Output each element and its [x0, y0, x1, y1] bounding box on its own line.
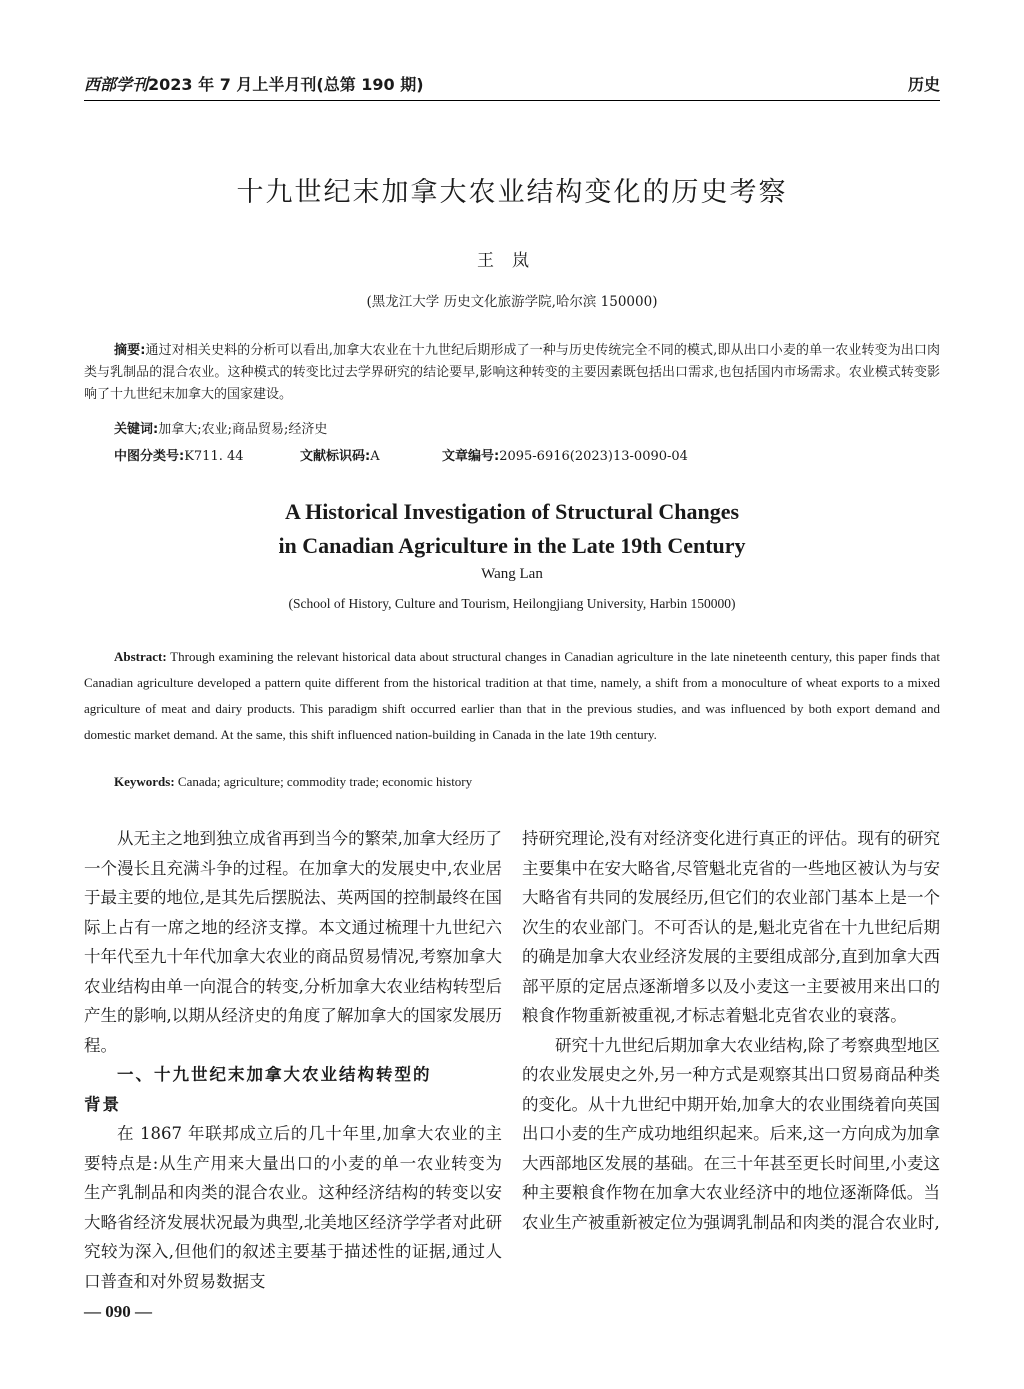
keywords-cn-label: 关键词:: [114, 422, 159, 437]
keywords-en-text: Canada; agriculture; commodity trade; economic history: [177, 774, 473, 789]
abstract-cn-label: 摘要:: [114, 343, 146, 358]
title-en-line2: in Canadian Agriculture in the Late 19th Century: [278, 533, 746, 558]
keywords-cn: [114, 418, 940, 437]
body-column-left: [84, 824, 502, 1296]
header-divider: [84, 100, 940, 101]
doc-code-value: A: [370, 449, 380, 464]
section-heading-line2: 背景: [84, 1094, 121, 1114]
author-cn: 王岚: [477, 251, 547, 271]
running-header: [84, 68, 940, 98]
abstract-en-label: Abstract:: [114, 649, 167, 664]
title-en-line1: A Historical Investigation of Structural Changes: [284, 499, 740, 524]
issue-info: 2023 年 7 月上半月刊(总第 190 期): [148, 74, 424, 94]
section-heading-line1: 一、十九世纪末加拿大农业结构转型的: [117, 1065, 432, 1084]
keywords-en: [114, 774, 940, 790]
section-heading: [84, 1060, 502, 1119]
journal-issue: [84, 72, 424, 95]
article-title-en: [0, 495, 1024, 563]
page-number: — 090 —: [84, 1302, 152, 1321]
clc-value: K711. 44: [184, 449, 244, 464]
document-code: [300, 445, 442, 464]
body-paragraph: 在 1867 年联邦成立后的几十年里,加拿大农业的主要特点是:从生产用来大量出口的小麦的单一农业转变为生产乳制品和肉类的混合农业。这种经济结构的转变以安大略省经济发展状况最为典型,北美地区经济学学者对此研究较为深入,但他们的叙述主要基于描述性的证据,通过人口普查和对外贸易数据支: [84, 1124, 502, 1291]
classification-row: [114, 445, 940, 464]
abstract-cn-text: 通过对相关史料的分析可以看出,加拿大农业在十九世纪后期形成了一种与历史传统完全不同的模式,即从出口小麦的单一农业转变为出口肉类与乳制品的混合农业。这种模式的转变比过去学界研究的结论要早,影响这种转变的主要因素既包括出口需求,也包括国内市场需求。农业模式转变影响了十九世纪末加拿大的国家建设。: [84, 343, 940, 402]
keywords-en-label: Keywords:: [114, 774, 175, 789]
body-column-right: [522, 824, 940, 1237]
abstract-en: [84, 644, 940, 748]
clc-label: 中图分类号:: [114, 449, 185, 464]
abstract-en-text: Through examining the relevant historical data about structural changes in Canadian agriculture in the late nineteenth century, this paper finds that Canadian agriculture developed a pattern quite different from the historical tradition at that time, namely, a shift from a monoculture of wheat exports to a mixed agriculture of meat and dairy products. This paradigm shift occurred earlier than that in the previous studies, and was influenced by both export demand and domestic market demand. At the same, this shift influenced nation-building in Canada in the late 19th century.: [84, 649, 940, 742]
article-number: [442, 445, 688, 464]
journal-logo: 西部学刊: [84, 74, 149, 94]
affiliation-en: (School of History, Culture and Tourism, Heilongjiang University, Harbin 150000): [288, 596, 736, 611]
body-paragraph: 从无主之地到独立成省再到当今的繁荣,加拿大经历了一个漫长且充满斗争的过程。在加拿大的发展史中,农业居于最主要的地位,是其先后摆脱法、英两国的控制最终在国际上占有一席之地的经济支撑。本文通过梳理十九世纪六十年代至九十年代加拿大农业的商品贸易情况,考察加拿大农业结构由单一向混合的转变,分析加拿大农业结构转型后产生的影响,以期从经济史的角度了解加拿大的国家发展历程。: [84, 829, 502, 1055]
doc-code-label: 文献标识码:: [300, 449, 371, 464]
article-no-label: 文章编号:: [442, 449, 500, 464]
keywords-cn-text: 加拿大;农业;商品贸易;经济史: [158, 422, 328, 437]
section-name: 历史: [907, 74, 940, 94]
affiliation-cn: (黑龙江大学 历史文化旅游学院,哈尔滨 150000): [366, 294, 658, 310]
article-title-cn: 十九世纪末加拿大农业结构变化的历史考察: [236, 177, 788, 208]
body-paragraph-continued: 持研究理论,没有对经济变化进行真正的评估。现有的研究主要集中在安大略省,尽管魁北克省的一些地区被认为与安大略省有共同的发展经历,但它们的农业部门基本上是一个次生的农业部门。不可否认的是,魁北克省在十九世纪后期的确是加拿大农业经济发展的主要组成部分,直到加拿大西部平原的定居点逐渐增多以及小麦这一主要被用来出口的粮食作物重新被重视,才标志着魁北克省农业的衰落。: [522, 829, 940, 1025]
abstract-cn: [84, 340, 940, 406]
author-en: Wang Lan: [481, 566, 543, 582]
article-no-value: 2095-6916(2023)13-0090-04: [499, 449, 688, 464]
clc-number: [114, 445, 300, 464]
body-paragraph: 研究十九世纪后期加拿大农业结构,除了考察典型地区的农业发展史之外,另一种方式是观察其出口贸易商品种类的变化。从十九世纪中期开始,加拿大的农业围绕着向英国出口小麦的生产成功地组织起来。后来,这一方向成为加拿大西部地区发展的基础。在三十年甚至更长时间里,小麦这种主要粮食作物在加拿大农业经济中的地位逐渐降低。当农业生产被重新被定位为强调乳制品和肉类的混合农业时,: [522, 1035, 940, 1232]
